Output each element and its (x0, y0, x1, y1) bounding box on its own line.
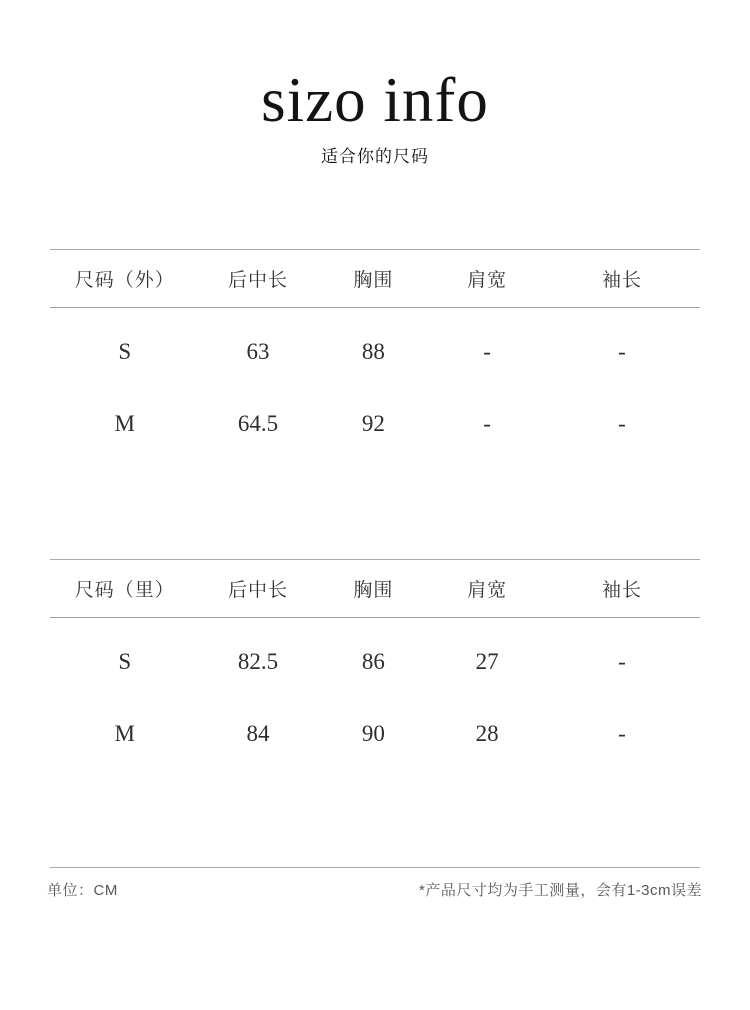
cell-back-length: 82.5 (237, 649, 279, 674)
cell-back-length: 84 (246, 721, 270, 746)
table-row-s (50, 626, 700, 698)
cell-sleeve: - (618, 411, 626, 436)
table-body (50, 308, 700, 460)
cell-sleeve: - (618, 721, 626, 746)
table-row-m (50, 388, 700, 460)
cell-size: S (118, 339, 132, 364)
table-row-m (50, 698, 700, 770)
footer-divider (50, 867, 700, 868)
column-header-sleeve: 袖长 (601, 270, 642, 291)
cell-bust: 90 (361, 721, 385, 746)
cell-shoulder: 28 (475, 721, 499, 746)
cell-sleeve: - (618, 649, 626, 674)
cell-back-length: 63 (246, 339, 270, 364)
cell-bust: 86 (361, 649, 385, 674)
column-header-bust: 胸围 (353, 270, 394, 291)
column-header-bust: 胸围 (353, 580, 394, 601)
column-header-back-length: 后中长 (227, 270, 288, 291)
cell-shoulder: - (483, 411, 491, 436)
cell-shoulder: - (483, 339, 491, 364)
size-table-inner (50, 559, 700, 770)
cell-back-length: 64.5 (237, 411, 279, 436)
table-row-s (50, 316, 700, 388)
cell-bust: 92 (361, 411, 385, 436)
column-header-size: 尺码（里） (74, 580, 175, 601)
table-body (50, 618, 700, 770)
column-header-shoulder: 肩宽 (467, 580, 508, 601)
column-header-sleeve: 袖长 (601, 580, 642, 601)
cell-size: S (118, 649, 132, 674)
cell-shoulder: 27 (475, 649, 499, 674)
cell-size: M (114, 721, 135, 746)
column-header-size: 尺码（外） (74, 270, 175, 291)
table-header-row (50, 559, 700, 618)
page-subtitle: 适合你的尺码 (321, 147, 429, 166)
table-header-row (50, 249, 700, 308)
measurement-note: *产品尺寸均为手工测量，会有1-3cm误差 (418, 882, 702, 899)
footer (47, 879, 702, 900)
column-header-back-length: 后中长 (227, 580, 288, 601)
page-title: sizo info (261, 65, 489, 135)
cell-bust: 88 (361, 339, 385, 364)
size-table-outer (50, 249, 700, 460)
column-header-shoulder: 肩宽 (467, 270, 508, 291)
unit-label: 单位：CM (47, 882, 118, 899)
cell-sleeve: - (618, 339, 626, 364)
cell-size: M (114, 411, 135, 436)
